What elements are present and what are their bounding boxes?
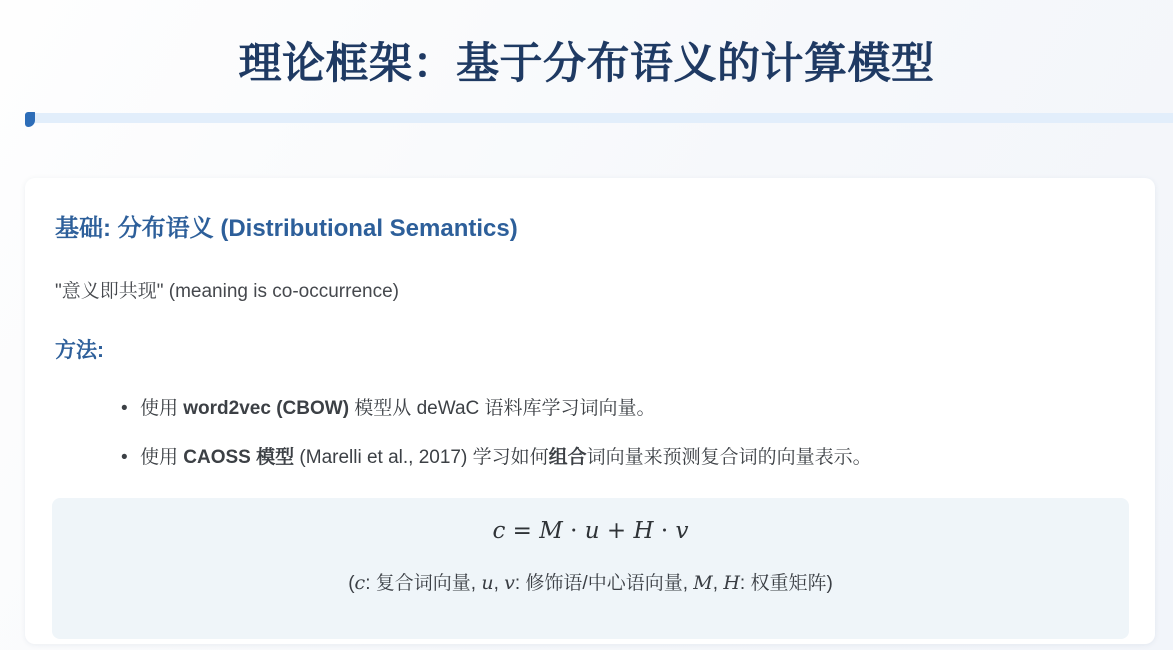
text-segment: word2vec (CBOW) [183, 397, 350, 419]
page-title: 理论框架：基于分布语义的计算模型 [238, 40, 935, 88]
text-segment: (Marelli et al., 2017) 学习如何 [294, 447, 549, 469]
text-segment: , [712, 572, 724, 594]
text-segment: M [539, 518, 563, 545]
text-segment: CAOSS 模型 [183, 447, 295, 469]
slide-progress-track [25, 113, 1173, 123]
text-segment: = [505, 518, 540, 545]
quote-text: "意义即共现" (meaning is co-occurrence) [55, 280, 399, 302]
text-segment: 使用 [140, 447, 184, 469]
bullet-item-word2vec [140, 396, 1125, 422]
text-segment: · [562, 518, 585, 545]
text-segment: v [504, 571, 515, 594]
text-segment: 词向量来预测复合词的向量表示。 [586, 447, 872, 469]
formula-caption [52, 572, 1129, 596]
text-segment: c [354, 571, 366, 594]
text-segment: : 权重矩阵) [739, 572, 833, 594]
section-heading: 基础: 分布语义 (Distributional Semantics) [55, 215, 518, 242]
methods-label: 方法: [55, 338, 104, 362]
text-segment: 组合 [548, 447, 587, 469]
text-segment: · [653, 518, 676, 545]
formula-box [52, 498, 1129, 639]
text-segment: : 复合词向量, [365, 572, 482, 594]
text-segment: : 修饰语/中心语向量, [514, 572, 694, 594]
content-card [25, 178, 1155, 644]
text-segment: c [492, 518, 506, 545]
text-segment: ( [348, 572, 355, 594]
bullet-item-caoss [140, 445, 1125, 471]
text-segment: v [675, 518, 689, 545]
formula-equation [52, 518, 1129, 546]
text-segment: u [481, 571, 494, 594]
text-segment: 使用 [140, 397, 184, 419]
text-segment: 模型从 deWaC 语料库学习词向量。 [349, 397, 656, 419]
text-segment: u [584, 518, 600, 545]
text-segment: + [599, 518, 634, 545]
slide-progress-fill [25, 112, 35, 127]
methods-bullet-list [25, 396, 1155, 471]
text-segment: H [723, 571, 740, 594]
text-segment: , [493, 572, 505, 594]
text-segment: M [693, 571, 713, 594]
text-segment: H [633, 518, 654, 545]
